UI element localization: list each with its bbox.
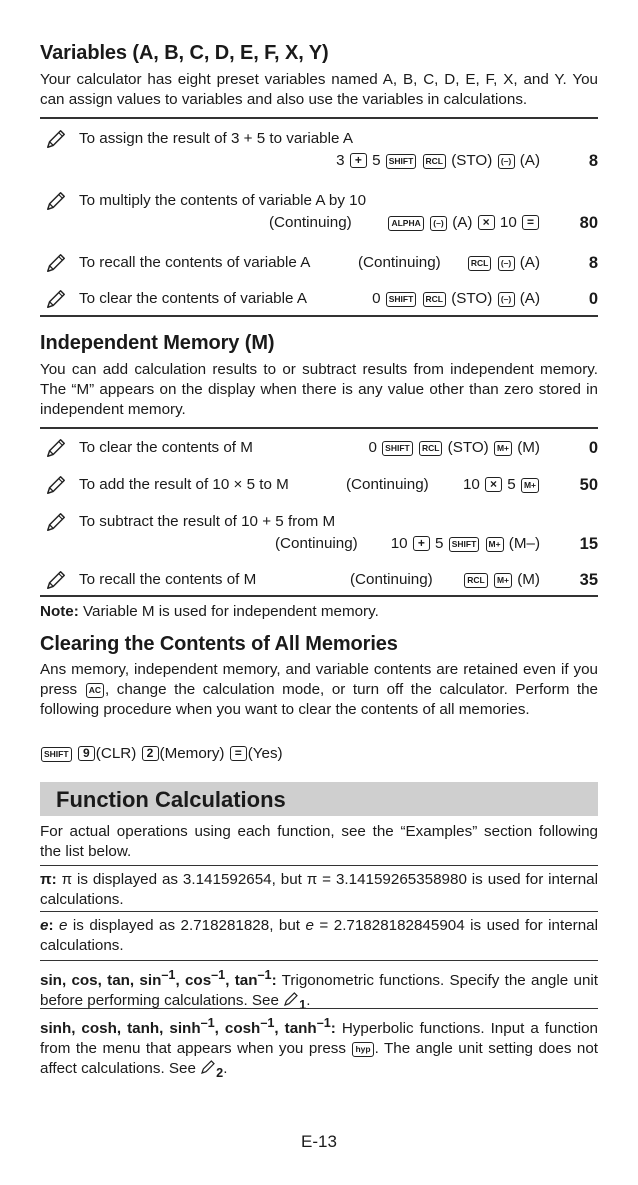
example-description: To assign the result of 3 + 5 to variable A [79, 130, 353, 147]
continuing-label: (Continuing) [269, 214, 352, 231]
example-row [40, 190, 598, 238]
pencil-icon [45, 190, 67, 212]
example-result: 8 [588, 254, 598, 272]
key-sequence: 10 × 5 M+ [463, 476, 540, 493]
example-description: To clear the contents of variable A [79, 290, 307, 307]
pencil-icon [45, 128, 67, 150]
key-meaning: (CLR) [95, 745, 141, 762]
example-row [40, 288, 598, 312]
pencil-icon [45, 511, 67, 533]
functions-heading: Function Calculations [56, 787, 286, 812]
example-result: 15 [579, 535, 598, 553]
variables-heading: Variables (A, B, C, D, E, F, X, Y) [40, 42, 329, 64]
clearing-key-sequence [40, 745, 283, 762]
note-text: Variable M is used for independent memory. [83, 603, 379, 620]
function-item: e: e is displayed as 2.718281828, but e = 2.71828182845904 is used for internal calculations. [40, 917, 598, 954]
pencil-icon [45, 474, 67, 496]
memory-heading: Independent Memory (M) [40, 332, 275, 354]
example-description: To subtract the result of 10 + 5 from M [79, 513, 336, 530]
key-sequence: 3 + 5 SHIFT RCL (STO) (–) (A) [336, 152, 540, 169]
example-row [40, 511, 598, 559]
section-band [40, 782, 598, 816]
example-row [40, 252, 598, 276]
rule [40, 1008, 598, 1009]
example-result: 80 [579, 214, 598, 232]
example-description: To recall the contents of variable A [79, 254, 311, 271]
example-row [40, 437, 598, 461]
key-meaning: (Memory) [159, 745, 229, 762]
key-shift: SHIFT [41, 747, 72, 762]
clearing-intro-part2: , change the calculation mode, or turn off the calculator. Perform the following procedure when you want to clear the contents of all memories. [40, 681, 598, 718]
example-description: To recall the contents of M [79, 571, 257, 588]
memory-note [40, 603, 379, 620]
clearing-intro-part1: Ans memory, independent memory, and variable contents are retained even if you press [40, 661, 598, 698]
page-number: E-13 [301, 1132, 337, 1151]
example-result: 0 [588, 439, 598, 457]
example-description: To clear the contents of M [79, 439, 253, 456]
pencil-icon [45, 288, 67, 310]
example-result: 50 [579, 476, 598, 494]
rule [40, 865, 598, 866]
rule [40, 315, 598, 317]
pencil-icon [200, 1059, 216, 1075]
example-row [40, 128, 598, 176]
clearing-heading: Clearing the Contents of All Memories [40, 633, 398, 655]
example-description: To multiply the contents of variable A by 10 [79, 192, 367, 209]
note-label: Note: [40, 603, 79, 620]
example-description: To add the result of 10 × 5 to M [79, 476, 289, 493]
functions-intro: For actual operations using each function, see the “Examples” section following the list below. [40, 823, 598, 860]
key-sequence: RCL M+ (M) [463, 571, 540, 588]
variables-intro: Your calculator has eight preset variables named A, B, C, D, E, F, X, and Y. You can assign values to variables and also use the variables in calculations. [40, 71, 598, 108]
key-equals: = [230, 746, 247, 761]
example-result: 0 [588, 290, 598, 308]
example-row [40, 474, 598, 498]
example-result: 8 [588, 152, 598, 170]
continuing-label: (Continuing) [350, 571, 433, 588]
continuing-label: (Continuing) [358, 254, 441, 271]
example-row [40, 569, 598, 593]
pencil-icon [283, 991, 299, 1007]
pencil-icon [45, 252, 67, 274]
clearing-intro [40, 660, 598, 720]
key-sequence: 0 SHIFT RCL (STO) (–) (A) [372, 290, 540, 307]
function-item: π: π is displayed as 3.141592654, but π = 3.14159265358980 is used for internal calculations. [40, 871, 598, 908]
key-sequence: 0 SHIFT RCL (STO) M+ (M) [368, 439, 540, 456]
continuing-label: (Continuing) [275, 535, 358, 552]
example-result: 35 [579, 571, 598, 589]
key-meaning: (Yes) [247, 745, 283, 762]
key-sequence: ALPHA (–) (A) × 10 = [387, 214, 540, 231]
rule [40, 960, 598, 961]
rule [40, 117, 598, 119]
pencil-icon [45, 437, 67, 459]
continuing-label: (Continuing) [346, 476, 429, 493]
key-9: 9 [78, 746, 95, 761]
memory-intro: You can add calculation results to or subtract results from independent memory. The “M” appears on the display when there is any value other than zero stored in independent memory. [40, 361, 598, 418]
function-item: sin, cos, tan, $\sin^{-1}$, $\cos^{-1}$, $\tan^{-1}$: Trigonometric functions. Specify the angle unit before performing calculations. See $_1$. [40, 968, 598, 1013]
key-sequence: 10 + 5 SHIFT M+ (M–) [390, 535, 540, 552]
rule [40, 595, 598, 597]
ac-key: AC [86, 683, 104, 698]
function-item: sinh, cosh, tanh, $\sinh^{-1}$, $\cosh^{-1}$, $\tanh^{-1}$: Hyperbolic functions. Input a function from the menu that appears when you press hyp . The angle unit setting does not affect calculations. See $_2$. [40, 1016, 598, 1081]
pencil-icon [45, 569, 67, 591]
rule [40, 427, 598, 429]
key-2: 2 [142, 746, 159, 761]
key-sequence: RCL (–) (A) [467, 254, 540, 271]
rule [40, 911, 598, 912]
